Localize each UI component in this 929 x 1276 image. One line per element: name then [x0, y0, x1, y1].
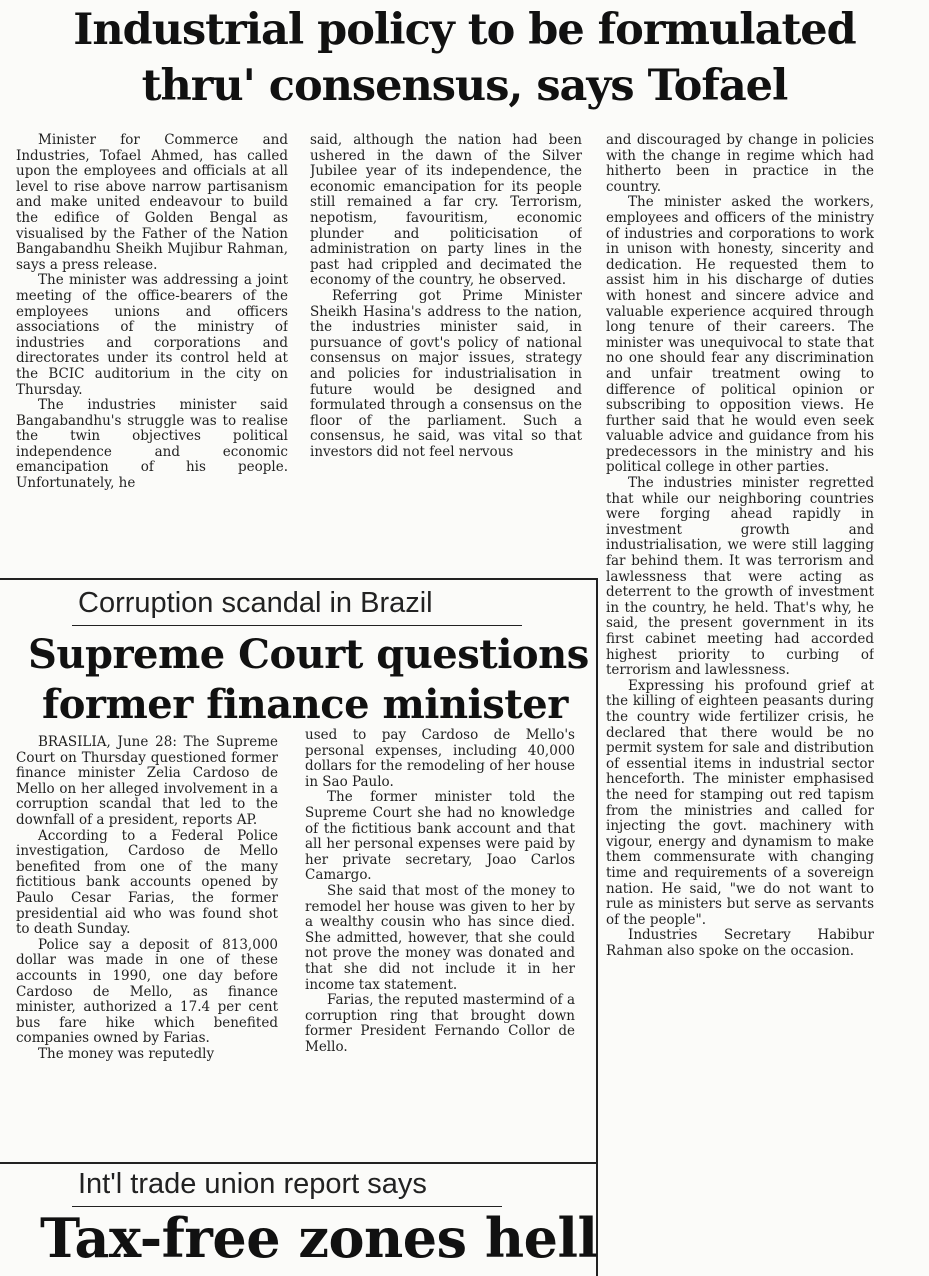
article1-paragraph: said, although the nation had been ushered in the dawn of the Silver Jubilee year of its independence, the economic emancipation for its people still remained a far cry. Terrorism, nepotism, favouritism, economic plunder and politicisation of administration on party lines in the past had crippled and decimated the economy of the country, he observed.: [310, 133, 582, 289]
article1-headline-line1: Industrial policy to be formulated: [73, 5, 856, 55]
article2-kicker: Corruption scandal in Brazil: [78, 587, 433, 619]
article2-column-1: [16, 735, 278, 1155]
article2-paragraph: She said that most of the money to remodel her house was given to her by a wealthy cousin who has since died. She admitted, however, that she could not prove the money was donated and that she did not include it in her income tax statement.: [305, 882, 575, 993]
article1-paragraph: Expressing his profound grief at the killing of eighteen peasants during the country wide fertilizer crisis, he declared that there would be no permit system for sale and distribution of essential items in industrial sector henceforth. The minister emphasised the need for stamping out red tapism from the ministries and called for injecting the govt. machinery with vigour, energy and dynamism to make them commensurate with changing time and requirements of a sovereign nation. He said, "we do not want to rule as ministers but serve as servants of the people".: [606, 677, 874, 928]
article1-paragraph: Industries Secretary Habibur Rahman also spoke on the occasion.: [606, 927, 874, 959]
article1-paragraph: The minister was addressing a joint meeting of the office-bearers of the employees unions and officers associations of the ministry of industries and corporations and directorates under its control held at the BCIC auditorium in the city on Thursday.: [16, 272, 288, 398]
article2-paragraph: BRASILIA, June 28: The Supreme Court on Thursday questioned former finance minister Zelia Cardoso de Mello on her alleged involvement in a corruption scandal that led to the downfall of a president, reports AP.: [16, 735, 278, 828]
article2-paragraph: Police say a deposit of 813,000 dollar was made in one of these accounts in 1990, one day before Cardoso de Mello, as finance minister, authorized a 17.4 per cent bus fare hike which benefited companies owned by Farias.: [16, 936, 278, 1047]
article1-paragraph: The industries minister regretted that while our neighboring countries were forging ahead rapidly in investment growth and industrialisation, we were still lagging far behind them. It was terrorism and lawlessness that were acting as deterrent to the growth of investment in the country, he held. That's why, he said, the present government in its first cabinet meeting had accorded highest priority to curbing of terrorism and lawlessness.: [606, 475, 874, 679]
vertical-rule: [596, 578, 598, 1276]
article3-headline-line1: Tax-free zones hell: [40, 1206, 598, 1270]
article2-headline-line2: former finance minister: [42, 681, 568, 728]
article2-paragraph: used to pay Cardoso de Mello's personal expenses, including 40,000 dollars for the remodeling of her house in Sao Paulo.: [305, 728, 575, 790]
article1-paragraph: The minister asked the workers, employees and officers of the ministry of industries and corporations to work in unison with honesty, sincerity and dedication. He requested them to assist him in his discharge of duties with honest and sincere advice and valuable experience acquired through long tenure of their careers. The minister was unequivocal to state that no one should fear any discrimination and unfair treatment owing to difference of political opinion or subscribing to opposition views. He further said that he would even seek valuable advice and guidance from his predecessors in the ministry and his political college in other parties.: [606, 194, 874, 476]
article2-paragraph: Farias, the reputed mastermind of a corruption ring that brought down former President Fernando Collor de Mello.: [305, 992, 575, 1055]
article1-paragraph: Referring got Prime Minister Sheikh Hasina's address to the nation, the industries minister said, in pursuance of govt's policy of national consensus on major issues, strategy and policies for industrialisation in future would be designed and formulated through a consensus on the floor of the parliament. Such a consensus, he said, was vital so that investors did not feel nervous: [310, 287, 582, 460]
article2-paragraph: The money was reputedly: [38, 1045, 215, 1062]
horizontal-rule: [0, 578, 598, 580]
article3-kicker: Int'l trade union report says: [78, 1168, 427, 1200]
article1-paragraph: The industries minister said Bangabandhu's struggle was to realise the twin objectives political independence and economic emancipation of his people. Unfortunately, he: [16, 397, 288, 492]
kicker-underline: [72, 625, 522, 626]
article1-column-1: [16, 133, 288, 573]
article2-column-2: [305, 728, 575, 1158]
article2-paragraph: The former minister told the Supreme Court she had no knowledge of the fictitious bank account and that all her personal expenses were paid by her private secretary, Joao Carlos Camargo.: [305, 789, 575, 884]
article2-headline-line1: Supreme Court questions: [28, 631, 589, 678]
article1-paragraph: and discouraged by change in policies with the change in regime which had hitherto been in practice in the country.: [606, 133, 874, 195]
article1-paragraph: Minister for Commerce and Industries, Tofael Ahmed, has called upon the employees and officials at all level to rise above narrow partisanism and make united endeavour to build the edifice of Golden Bengal as visualised by the Father of the Nation Bangabandhu Sheikh Mujibur Rahman, says a press release.: [16, 133, 288, 273]
article2-paragraph: According to a Federal Police investigation, Cardoso de Mello benefited from one of the many fictitious bank accounts opened by Paulo Cesar Farias, the former presidential aid who was found shot to death Sunday.: [16, 827, 278, 938]
article1-headline-line2: thru' consensus, says Tofael: [141, 61, 788, 111]
article1-column-2: [310, 133, 582, 573]
article1-column-3: [606, 133, 874, 1268]
horizontal-rule: [0, 1162, 598, 1164]
